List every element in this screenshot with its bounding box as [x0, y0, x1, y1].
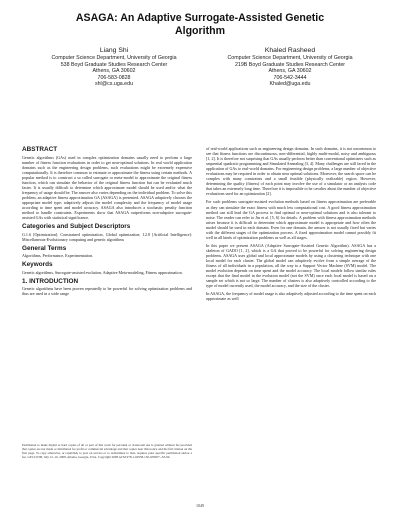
abstract-text: Genetic algorithms (GAs) used in complex optimization domains usually need to perform a large number of fitness function evaluations in order to get near-optimal solutions. In real world application domains such as the engineering design problems, such evaluations might be extremely expensive computationally. It is therefore common to estimate or approximate the fitness using certain methods. A popular method is to construct a so called surrogate or meta-model to approximate the original fitness function, which can simulate the behavior of the original fitness function but can be evaluated much faster. It is usually difficult to determine which approximate model should be used and/or what the frequency of usage should be. The answer also varies depending on the individual problem. To solve this problem, an adaptive fitness approximation GA (ASAGA) is presented. ASAGA adaptively chooses the appropriate model type; adaptively adjusts the model complexity and the frequency of model usage according to time spent and model accuracy. ASAGA also introduces a stochastic penalty function method to handle constraints. Experiments show that ASAGA outperforms non-adaptive surrogate-assisted GAs with statistical significance. — [22, 154, 192, 221]
introduction-text: Genetic algorithms have been proven repeatedly to be powerful for solving optimization problems and thus are used in a wide range — [22, 286, 192, 297]
author-block-2 — [200, 46, 380, 88]
keywords-heading: Keywords — [22, 261, 53, 269]
author-city: Athens, GA 30602 — [92, 68, 136, 75]
paper-title — [0, 12, 400, 38]
author-block-1 — [24, 46, 204, 88]
author-affiliation: Computer Science Department, University of Georgia — [51, 55, 177, 61]
introduction-heading: 1. INTRODUCTION — [22, 277, 79, 285]
categories-text: G.1.6 [Optimization]: Constrained optimization, Global optimization; I.2.8 [Artificial Intelligence]: Miscellaneous-Evolutionary computing and genetic algorithms — [22, 231, 192, 242]
author-affiliation: Computer Science Department, University of Georgia — [227, 55, 353, 61]
body-paragraph: In this paper we present ASAGA (Adaptive Surrogate-Assisted Genetic Algorithm). ASAGA has a skeleton of GADO [1, 2], which is a GA that proved to be powerful for solving engineering design problems. ASAGA uses global and local approximate models by using a clustering technique with one local model for each cluster. The global model can adaptively evolve from a simple average of the fitness of all individuals in a population, all the way to a Support Vector Machine (SVM) model. The model evolution depends on time spent and the model accuracy. The local models follow similar rules except that the final model in the evolution model (not the SVM) once each local model is based on a sample set which is not so large. The number of clusters is also adaptively controlled according to the type of model currently used, the model accuracy, and the size of the cluster. — [206, 242, 376, 289]
author-name: Khaled Rasheed — [264, 47, 316, 54]
author-phone: 706-542-3444 — [273, 74, 307, 81]
abstract-heading: ABSTRACT — [22, 146, 58, 153]
keywords-text: Genetic algorithms, Surrogate-assisted evolution, Adaptive Meta-modeling, Fitness approximation. — [22, 269, 183, 275]
author-name: Liang Shi — [99, 47, 129, 54]
permission-notice: Permission to make digital or hard copies of all or part of this work for personal or classroom use is granted without fee provided that copies are not made or distributed for profit or commercial advantage and that copies bear this notice and the full citation on the first page. To copy otherwise, or republish, to post on servers or to redistribute to lists, requires prior specific permission and/or a fee. GECCO'08, July 12–16, 2008, Atlanta, Georgia, USA. Copyright 2008 ACM 978-1-60558-130-9/08/07...$5.00. — [22, 443, 192, 459]
body-paragraph: of real-world applications such as engineering design domains. In such domains, it is not uncommon to see that fitness functions are discontinuous, non-differential, highly multi-modal, noisy and ambiguous [1, 2]. It is therefore not surprising that GAs usually perform better than conventional optimizers such as sequential quadratic programming and Simulated Annealing [3, 4]. Many challenges are still faced in the application of GAs to real-world domains. For engineering design problems, a large number of objective evaluations may be required in order to obtain near optimal solutions. Moreover, the search space can be complex with many constraints and a small feasible (physically realizable) region. However, determining the quality (fitness) of each point may involve the use of a simulator or an analysis code that takes an extremely long time. Therefore it is impossible to be cavalier about the number of objective evaluations used for an optimization [2]. — [206, 146, 376, 197]
title-line-2: Algorithm — [174, 25, 226, 37]
author-email[interactable]: shl@cs.uga.edu — [94, 81, 134, 88]
right-column — [206, 146, 376, 304]
author-address: 219B Boyd Graduate Studies Research Center — [234, 61, 346, 68]
author-city: Athens, GA 30602 — [268, 68, 312, 75]
general-terms-heading: General Terms — [22, 244, 67, 252]
left-column — [22, 146, 192, 299]
title-line-1: ASAGA: An Adaptive Surrogate-Assisted Genetic — [75, 12, 325, 24]
author-phone: 706-583-0828 — [97, 74, 131, 81]
author-email[interactable]: Khaled@uga.edu — [269, 81, 311, 88]
page-number: 1049 — [196, 503, 204, 508]
body-paragraph: For such problems surrogate-assisted evolution methods based on fitness approximation are preferable as they can simulate the exact fitness with much less computational cost. A good fitness approximation method can still lead the GA process to find optimal or near-optimal solutions and is also tolerant to noise. The reader can refer to Jin et al. [5, 6] for details. A problem with fitness approximation methods arises because it is difficult to determine which approximate model is appropriate and how often the model should be used in each domain. Even for one domain, the answer is not usually fixed but varies with the different stages of the optimization process. A fixed approximation model cannot possibly fit well in all kinds of optimization problems as well as all stages. — [206, 199, 376, 240]
categories-heading: Categories and Subject Descriptors — [22, 223, 131, 231]
author-address: 538 Boyd Graduate Studies Research Center — [60, 61, 168, 68]
body-paragraph: In ASAGA, the frequency of model usage is also adaptively adjusted according to the time spent on each approximate as well — [206, 291, 376, 302]
general-terms-text: Algorithms, Performance, Experimentation. — [22, 253, 94, 259]
